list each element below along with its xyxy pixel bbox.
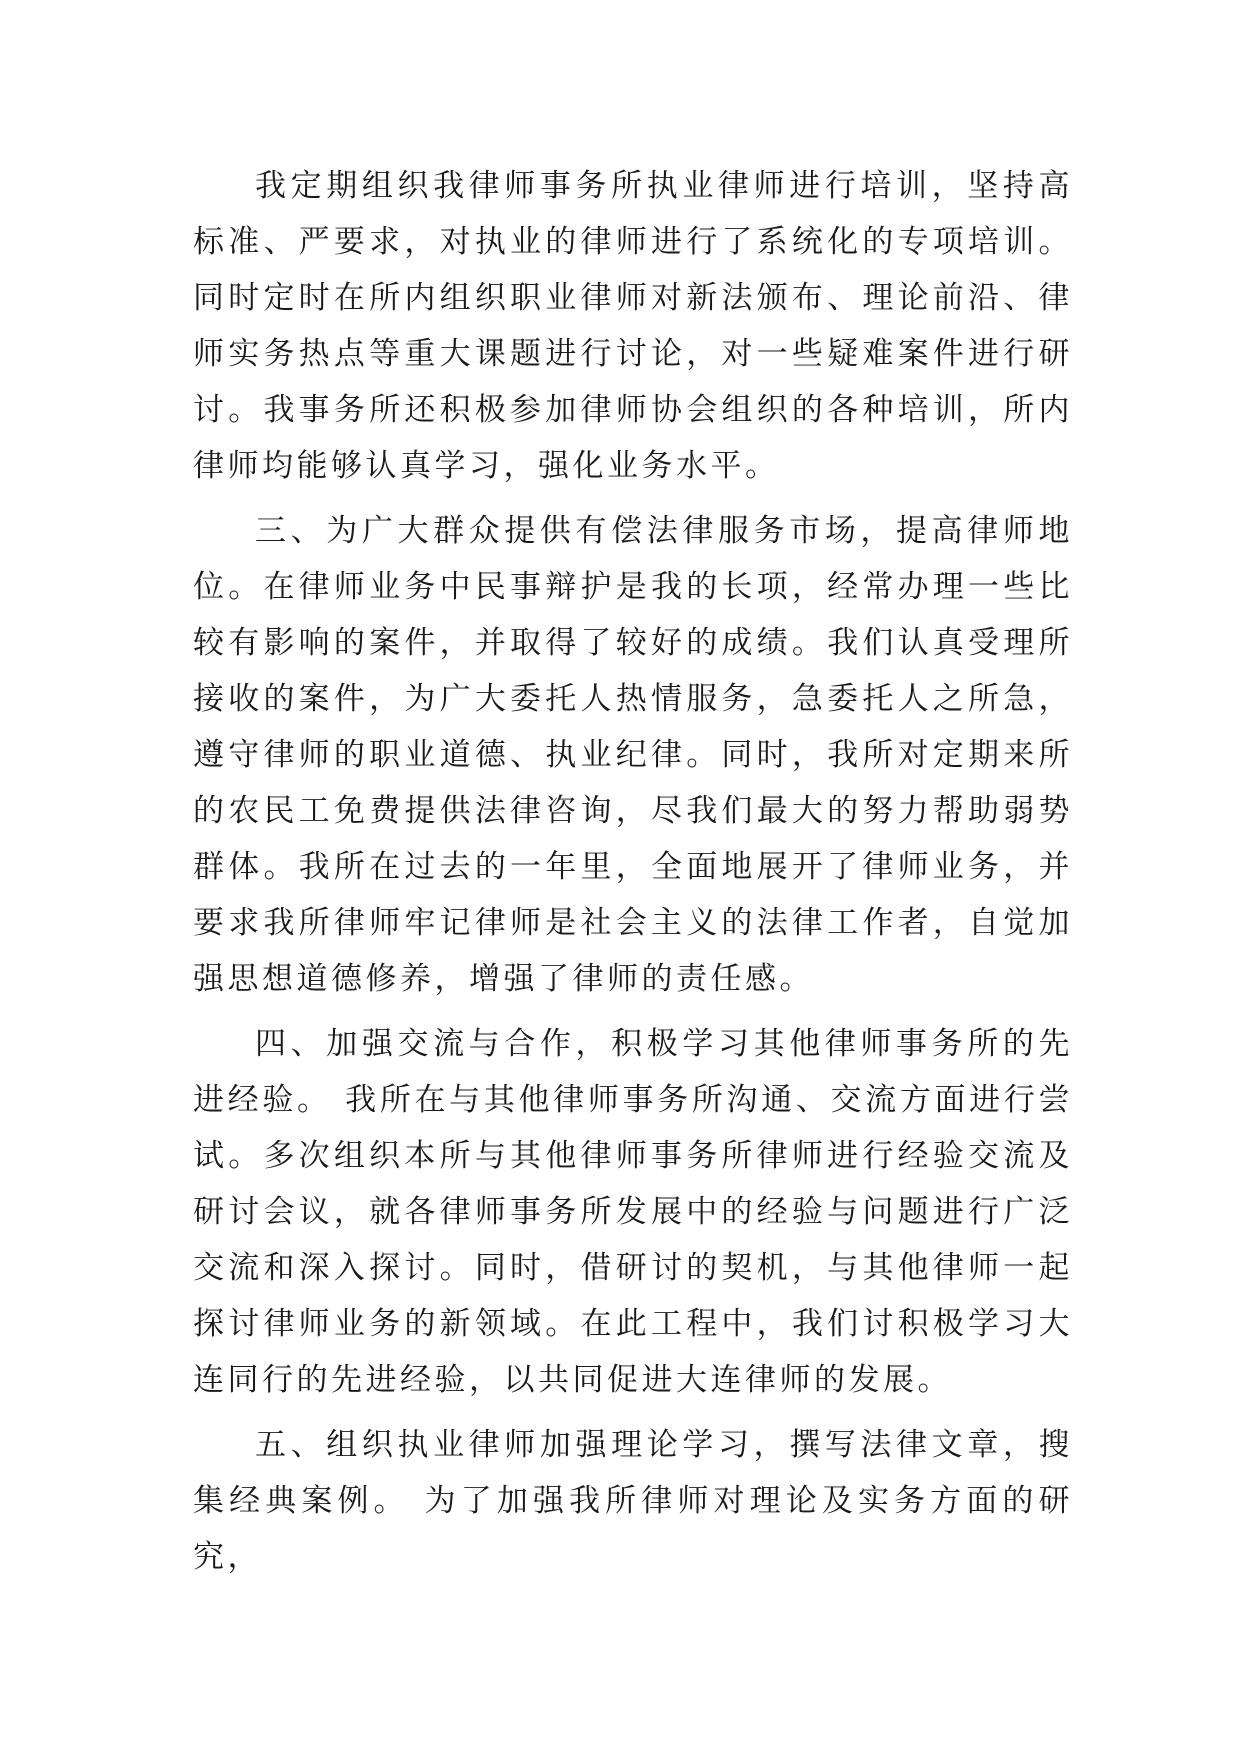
paragraph-training: 我定期组织我律师事务所执业律师进行培训，坚持高标准、严要求，对执业的律师进行了系统化的专项培训。同时定时在所内组织职业律师对新法颁布、理论前沿、律师实务热点等重大课题进行讨论，对一些疑难案件进行研讨。我事务所还积极参加律师协会组织的各种培训，所内律师均能够认真学习，强化业务水平。 (193, 168, 1073, 484)
paragraph-section-4: 四、加强交流与合作，积极学习其他律师事务所的先进经验。 我所在与其他律师事务所沟通、交流方面进行尝试。多次组织本所与其他律师事务所律师进行经验交流及研讨会议，就各律师事务所发展中的经验与问题进行广泛交流和深入探讨。同时，借研讨的契机，与其他律师一起探讨律师业务的新领域。在此工程中，我们讨积极学习大连同行的先进经验，以共同促进大连律师的发展。 (193, 1026, 1073, 1398)
paragraph-section-3: 三、为广大群众提供有偿法律服务市场，提高律师地位。在律师业务中民事辩护是我的长项，经常办理一些比较有影响的案件，并取得了较好的成绩。我们认真受理所接收的案件，为广大委托人热情服务，急委托人之所急，遵守律师的职业道德、执业纪律。同时，我所对定期来所的农民工免费提供法律咨询，尽我们最大的努力帮助弱势群体。我所在过去的一年里，全面地展开了律师业务，并要求我所律师牢记律师是社会主义的法律工作者，自觉加强思想道德修养，增强了律师的责任感。 (193, 513, 1073, 997)
document-body (193, 158, 1073, 1594)
paragraph-section-5: 五、组织执业律师加强理论学习，撰写法律文章，搜集经典案例。 为了加强我所律师对理论及实务方面的研究， (193, 1427, 1073, 1575)
